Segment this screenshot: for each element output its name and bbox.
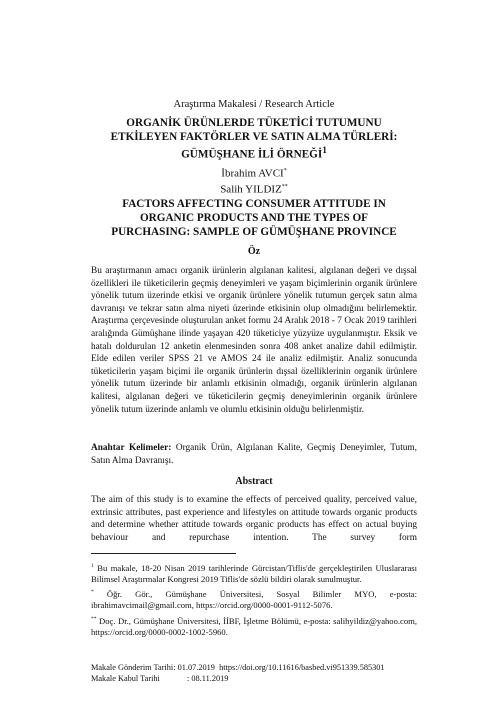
author-1 <box>91 165 417 181</box>
footnote-1 <box>91 561 417 585</box>
turkish-title-line-1: ORGANİK ÜRÜNLERDE TÜKETİCİ TUTUMUNU <box>126 117 382 129</box>
footnote-2 <box>91 587 417 611</box>
author-2-name: Salih YILDIZ <box>220 183 282 196</box>
submission-label: Makale Gönderim Tarihi: <box>91 663 176 672</box>
author-2-mark: ** <box>281 183 288 190</box>
oz-text: Bu araştırmanın amacı organik ürünlerin algılanan kalitesi, algılanan değeri ve dışsal özellikleri ile tüketicilerin geçmiş deneyimleri ve yaşam biçimlerinin organik ürünlere yönelik tutum üzerinde etkisi ve organik ürünlere yönelik tutumun gerçek satın alma davranışı ve tekrar satın alma niyeti üzerinde etkisinin olup olmadığını belirlemektir. Araştırma çerçevesinde oluşturulan anket formu 24 Aralık 2018 - 7 Ocak 2019 tarihleri aralığında Gümüşhane ilinde yaşayan 420 tüketiciye yüzyüze uygulanmıştır. Eksik ve hatalı doldurulan 12 anketin elenmesinden sonra 408 anket analize dahil edilmiştir. Elde edilen veriler SPSS 21 ve AMOS 24 ile analiz edilmiştir. Analiz sonucunda tüketicilerin yaşam biçimi ile organik ürünlerin dışsal özelliklerinin organik ürünlere yönelik tutum üzerinde bir anlamlı etkisinin olmadığı, organik ürünlerin algılanan kalitesi, algılanan değeri ve tüketicilerin geçmiş deneyimlerinin organik ürünlere yönelik tutum üzerinde anlamlı ve olumlu etkisinin olduğu belirlenmiştir. <box>91 266 417 415</box>
english-title-line-3: PURCHASING: SAMPLE OF GÜMÜŞHANE PROVINCE <box>111 226 397 238</box>
keywords-text: Organik Ürün, Algılanan Kalite, Geçmiş Deneyimler, Tutum, Satın Alma Davranışı. <box>91 443 417 466</box>
article-type: Araştırma Makalesi / Research Article <box>173 99 335 110</box>
submission-date: 01.07.2019 <box>177 663 215 672</box>
turkish-title-line-3 <box>91 145 417 163</box>
submission-row <box>91 662 417 673</box>
title-footnote-mark: 1 <box>322 145 327 156</box>
turkish-title <box>91 117 417 162</box>
english-title-line-1: FACTORS AFFECTING CONSUMER ATTITUDE IN <box>122 198 386 210</box>
acceptance-row <box>91 673 417 684</box>
author-2 <box>91 181 417 197</box>
footnote-2-mark: * <box>91 589 94 596</box>
footnote-3-text: Doç. Dr., Gümüşhane Üniversitesi, İİBF, İşletme Bölümü, e-posta: salihyildiz@yahoo.com, https://orcid.org/0000-0002-1002-5960. <box>91 615 417 637</box>
keywords <box>91 442 417 467</box>
turkish-title-line-3-text: GÜMÜŞHANE İLİ ÖRNEĞİ <box>181 148 323 161</box>
author-1-mark: * <box>283 168 287 174</box>
acceptance-label: Makale Kabul Tarihi <box>91 674 160 683</box>
english-title-line-2: ORGANIC PRODUCTS AND THE TYPES OF <box>139 212 369 224</box>
doi-link[interactable]: https://doi.org/10.11616/basbed.vi951339.585301 <box>219 663 385 672</box>
footnote-divider <box>91 553 236 554</box>
abstract-text: The aim of this study is to examine the effects of perceived quality, perceived value, extrinsic attributes, past experience and lifestyles on attitude towards organic products and determine whether attitude towards organic products has effect on actual buying behaviour and repurchase intention. The survey form <box>91 495 417 543</box>
author-1-name: İbrahim AVCI <box>221 167 284 180</box>
oz-heading: Öz <box>247 246 261 257</box>
article-meta <box>91 662 417 684</box>
footnotes <box>91 561 417 640</box>
footnote-3-mark: ** <box>91 615 97 622</box>
footnote-2-text: Öğr. Gör., Gümüşhane Üniversitesi, Sosyal Bilimler MYO, e-posta: ibrahimavcimail@gmail.com, https://orcid.org/0000-0001-9112-5076. <box>91 589 417 611</box>
footnote-1-text: Bu makale, 18-20 Nisan 2019 tarihlerinde Gürcistan/Tiflis'de gerçekleştirilen Uluslararası Bilimsel Araştırmalar Kongresi 2019 Tiflis'de sözlü bildiri olarak sunulmuştur. <box>91 562 417 585</box>
acceptance-date: : 08.11.2019 <box>187 674 229 683</box>
authors <box>91 165 417 196</box>
footnote-3 <box>91 614 417 638</box>
footnote-1-mark: 1 <box>91 563 94 569</box>
english-title <box>91 197 417 239</box>
keywords-label: Anahtar Kelimeler: <box>91 443 172 453</box>
abstract-heading: Abstract <box>235 476 273 487</box>
turkish-title-line-2: ETKİLEYEN FAKTÖRLER VE SATIN ALMA TÜRLERİ: <box>110 130 398 143</box>
